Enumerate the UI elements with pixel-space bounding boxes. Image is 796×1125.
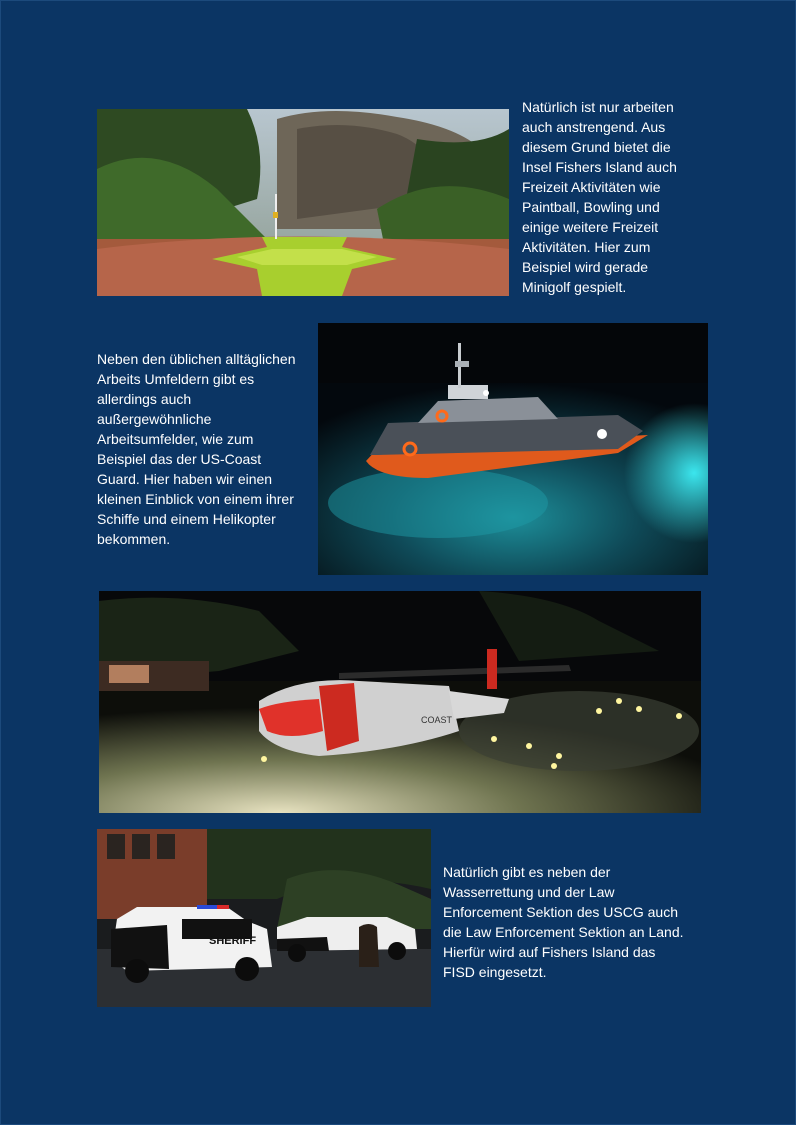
minigolf-course-photo xyxy=(97,109,509,296)
coast-guard-helicopter-photo xyxy=(99,591,701,813)
coast-guard-boat-photo xyxy=(318,323,708,575)
sheriff-label: SHERIFF xyxy=(209,935,257,947)
section-1-text: Natürlich ist nur arbeiten auch anstrengend. Aus diesem Grund bietet die Insel Fishers Island auch Freizeit Aktivitäten wie Paintball, Bowling und einige weitere Freizeit Aktivitäten. Hier zum Beispiel wird gerade Minigolf gespielt. xyxy=(522,99,677,295)
sheriff-vehicles-photo xyxy=(97,829,431,1007)
section-4-text: Natürlich gibt es neben der Wasserrettung und der Law Enforcement Sektion des USCG auch die Law Enforcement Sektion an Land. Hierfür wird auf Fishers Island das FISD eingesetzt. xyxy=(443,864,684,980)
section-2-text: Neben den üblichen alltäglichen Arbeits Umfeldern gibt es allerdings auch außergewöhnliche Arbeitsumfelder, wie zum Beispiel das der US-Coast Guard. Hier haben wir einen kleinen Einblick von einem ihrer Schiffe und einem Helikopter bekommen. xyxy=(97,351,296,547)
helicopter-coast-label: COAST xyxy=(421,715,453,725)
